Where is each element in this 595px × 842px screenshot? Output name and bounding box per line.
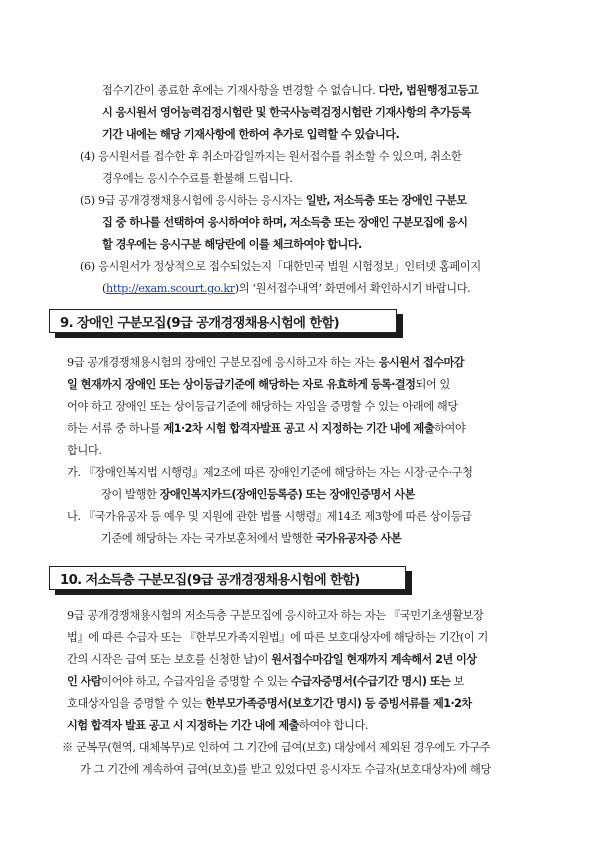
emphasis-line: 시 응시원서 영어능력검정시험란 및 한국사능력검정시험란 기재사항의 추가등록 (102, 106, 471, 119)
paragraph-line (67, 354, 464, 372)
emphasis-text: 일반, 저소득층 또는 장애인 구분모 (305, 194, 467, 207)
note-line: ※ 군복무(현역, 대체복무)로 인하여 그 기간에 급여(보호) 대상에서 제외된 경우에도 가구주 (62, 741, 491, 754)
paragraph-line (67, 420, 465, 438)
emphasis-text: 한부모가족증명서(보호기간 명시) 등 증빙서류를 제1·2차 (205, 697, 472, 710)
emphasis-text: 수급자증명서(수급기간 명시) 또는 (290, 675, 451, 688)
emphasis-line: 할 경우에는 응시구분 해당란에 이를 체크하여야 합니다. (102, 238, 362, 251)
text-span: 간의 시작은 급여 또는 보호를 신청한 날)이 (67, 653, 272, 666)
paragraph-line: 합니다. (67, 444, 102, 457)
emphasis-line: 기간 내에는 해당 기재사항에 한하여 추가로 입력할 수 있습니다. (102, 128, 400, 141)
text-span: 하여야 합니다. (298, 719, 369, 732)
text-span: 호대상자임을 증명할 수 있는 (67, 697, 206, 710)
list-item-4: (4) 응시원서를 접수한 후 취소마감일까지는 원서접수를 취소할 수 있으며, 취소한 (80, 150, 462, 163)
list-item-na-cont (101, 530, 401, 548)
text-line (102, 82, 478, 100)
text-span: 되어 있 (415, 378, 451, 391)
section-10-heading-box (49, 566, 406, 590)
emphasis-line: 집 중 하나를 선택하여 응시하여야 하며, 저소득층 또는 장애인 구분모집에 응시 (102, 216, 468, 229)
paragraph-line: 어야 하고 장애인 또는 상이등급기준에 해당하는 자임을 증명할 수 있는 아래에 해당 (67, 400, 458, 413)
list-item-4-cont: 경우에는 응시수수료를 환불해 드립니다. (102, 172, 293, 185)
emphasis-text: 장애인복지카드(장애인등록증) 또는 장애인증명서 사본 (159, 488, 415, 501)
section-9-heading-box (49, 309, 397, 333)
note-line-cont: 가 그 기간에 계속하여 급여(보호)를 받고 있었다면 응시자도 수급자(보호대상자)에 해당 (80, 763, 491, 776)
paragraph-line (67, 695, 472, 713)
section-9-heading: 9. 장애인 구분모집(9급 공개경쟁채용시험에 한함) (60, 316, 340, 331)
exam-site-link[interactable]: http://exam.scourt.go.kr (106, 282, 235, 295)
emphasis-text: 제1·2차 시험 합격자발표 공고 시 지정하는 기간 내에 제출 (163, 422, 435, 435)
emphasis-text: 국가유공자증 사본 (315, 532, 402, 545)
section-10-heading: 10. 저소득층 구분모집(9급 공개경쟁채용시험에 한함) (60, 573, 360, 588)
list-item-5 (80, 192, 467, 210)
text-span: 하여야 (434, 422, 466, 435)
emphasis-text: 원서접수마감일 현재까지 계속해서 2년 이상 (271, 653, 477, 666)
paragraph-line (67, 717, 368, 735)
list-item-na: 나. 『국가유공자 등 예우 및 지원에 관한 법률 시행령』제14조 제3항에 따른 상이등급 (67, 510, 472, 523)
paragraph-line (67, 651, 476, 669)
emphasis-text: 시험 합격자 발표 공고 시 지정하는 기간 내에 제출 (67, 719, 299, 732)
text-span: ( (102, 282, 107, 295)
emphasis-text: 일 현재까지 장애인 또는 상이등급기준에 해당하는 자로 유효하게 등록·결정 (67, 378, 416, 391)
list-item-6: (6) 응시원서가 정상적으로 접수되었는지「대한민국 법원 시험정보」인터넷 홈페이지 (80, 260, 481, 273)
text-span: 기준에 해당하는 자는 국가보훈처에서 발행한 (101, 532, 316, 545)
text-span: )의 ‘원서접수내역’ 화면에서 확인하시기 바랍니다. (234, 282, 471, 295)
emphasis-text: 응시원서 접수마감 (378, 356, 464, 369)
paragraph-line: 법』에 따른 수급자 또는 『한부모가족지원법』에 따른 보호대상자에 해당하는 기간(이 기 (67, 631, 488, 644)
paragraph-line (67, 673, 464, 691)
text-span: 이어야 하고, 수급자임을 증명할 수 있는 (101, 675, 291, 688)
text-span: 보 (450, 675, 464, 688)
list-item-ga-cont (101, 486, 415, 504)
paragraph-line (67, 376, 450, 394)
text-span: 9급 공개경쟁채용시험의 장애인 구분모집에 응시하고자 하는 자는 (67, 356, 379, 369)
text-span: 하는 서류 중 하나를 (67, 422, 164, 435)
text-span: (5) 9급 공개경쟁채용시험에 응시하는 응시자는 (80, 194, 306, 207)
text-span: 접수기간이 종료한 후에는 기재사항을 변경할 수 없습니다. (102, 84, 379, 97)
list-item-ga: 가. 『장애인복지법 시행령』제2조에 따른 장애인기준에 해당하는 자는 시장·군수·구청 (67, 466, 473, 479)
emphasis-text: 다만, 법원행정고등고 (378, 84, 478, 97)
paragraph-line: 9급 공개경쟁채용시험의 저소득층 구분모집에 응시하고자 하는 자는 『국민기초생활보장 (67, 609, 484, 622)
list-item-6-cont (102, 280, 470, 298)
emphasis-text: 인 사람 (67, 675, 102, 688)
text-span: 장이 발행한 (101, 488, 160, 501)
